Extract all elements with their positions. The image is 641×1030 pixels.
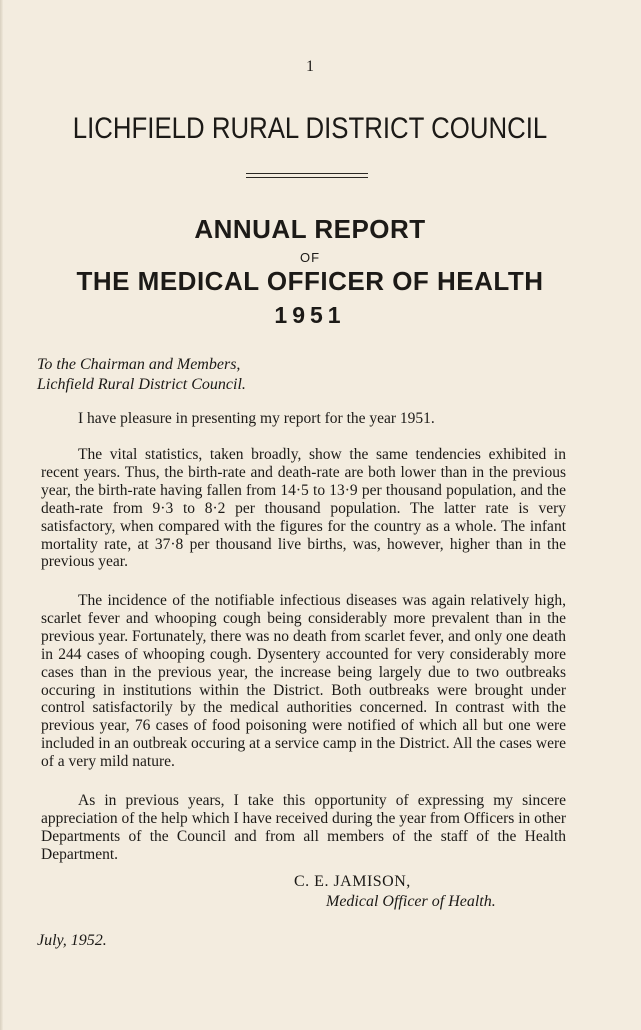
council-heading: LICHFIELD RURAL DISTRICT COUNCIL bbox=[72, 112, 548, 145]
paragraph-vital-statistics: The vital statistics, taken broadly, show the same tendencies exhibited in recent years. Thus, the birth-rate and death-rate are both lower than in the previous year, the birth-rate having fallen from 14·5 to 13·9 per thousand population, and the death-rate from 9·3 to 8·2 per thousand population. The latter rate is very satisfactory, when compared with the figures for the country as a whole. The infant mortality rate, at 37·8 per thousand live births, was, however, higher than in the previous year. bbox=[41, 446, 566, 571]
addressee-line-1: To the Chairman and Members, bbox=[37, 356, 241, 373]
report-year: 1951 bbox=[274, 302, 346, 328]
report-title-of: OF bbox=[299, 250, 321, 265]
double-rule-bottom bbox=[246, 177, 368, 178]
double-rule-top bbox=[246, 173, 368, 174]
page-edge bbox=[0, 0, 3, 1030]
page-number: 1 bbox=[306, 58, 314, 75]
report-title: ANNUAL REPORT bbox=[194, 214, 426, 244]
paragraph-appreciation: As in previous years, I take this opportunity of expressing my sincere appreciation of the help which I have received during the year from Officers in other Departments of the Council and from all members of the staff of the Health Department. bbox=[41, 792, 566, 863]
addressee-line-2: Lichfield Rural District Council. bbox=[37, 376, 246, 393]
paragraph-intro: I have pleasure in presenting my report for the year 1951. bbox=[78, 410, 435, 427]
addressee bbox=[37, 355, 597, 395]
report-subtitle: THE MEDICAL OFFICER OF HEALTH bbox=[76, 266, 544, 296]
signature-name: C. E. JAMISON, bbox=[294, 873, 411, 890]
paragraph-infectious-diseases: The incidence of the notifiable infectious diseases was again relatively high, scarlet fever and whooping cough being considerably more prevalent than in the previous year. Fortunately, there was no death from scarlet fever, and only one death in 244 cases of whooping cough. Dysentery accounted for very considerably more cases than in the previous year, the increase being largely due to two outbreaks occuring in institutions within the District. Both outbreaks were brought under control satisfactorily by the medical authorities concerned. In contrast with the previous year, 76 cases of food poisoning were notified of which all but one were included in an outbreak occuring at a service camp in the District. All the cases were of a very mild nature. bbox=[41, 592, 566, 771]
report-date: July, 1952. bbox=[37, 932, 107, 949]
signature-title: Medical Officer of Health. bbox=[326, 893, 496, 910]
